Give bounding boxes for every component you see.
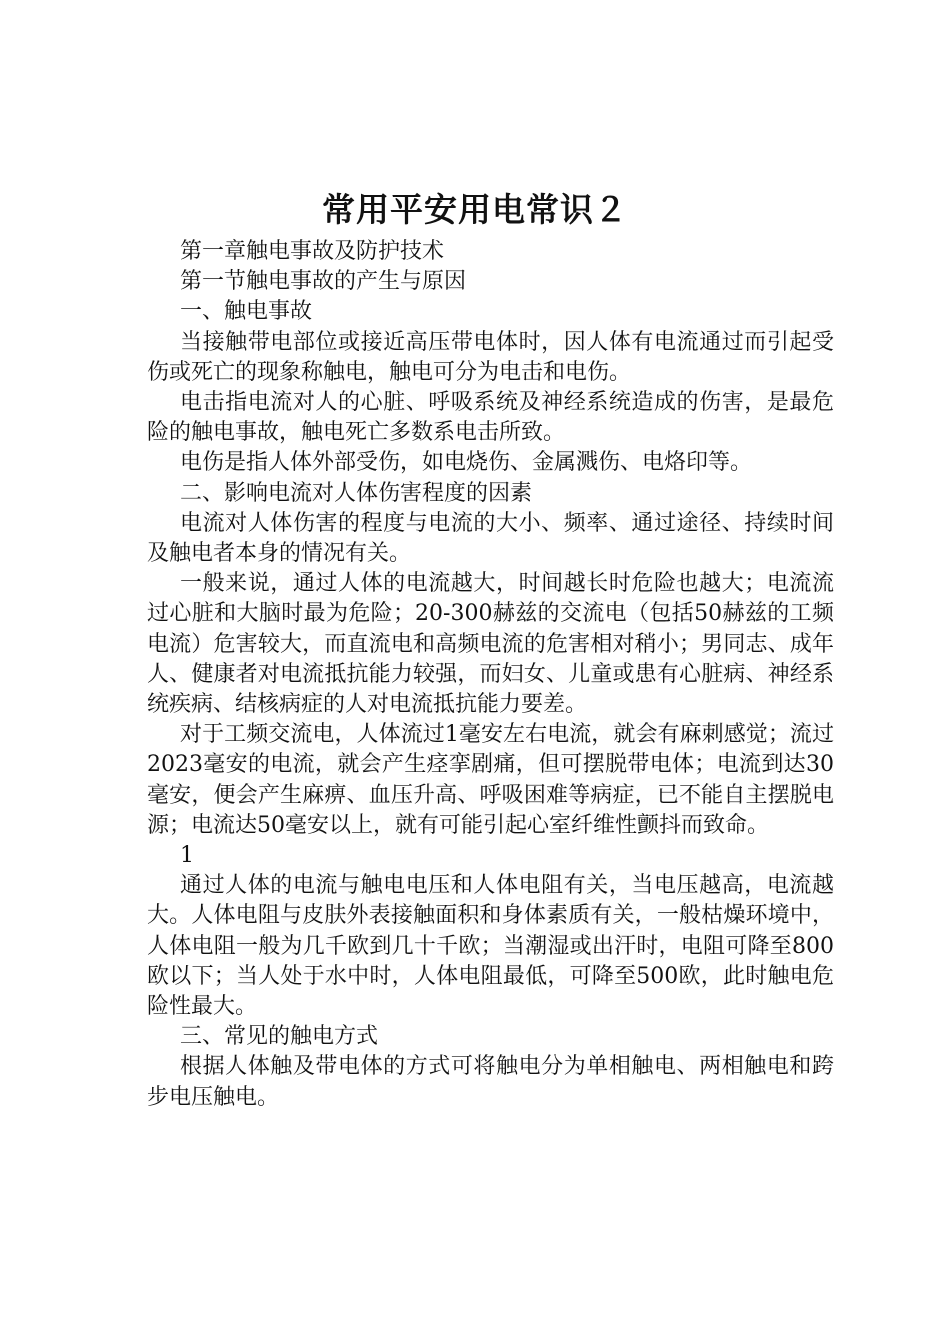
subsection-heading: 二、影响电流对人体伤害程度的因素 [180, 480, 533, 506]
chapter-heading: 第一章触电事故及防护技术 [180, 239, 445, 264]
section-heading: 第一节触电事故的产生与原因 [180, 269, 467, 295]
paragraph: 对于工频交流电，人体流过1毫安左右电流，就会有麻刺感觉；流过2023毫安的电流，就会产生痉挛剧痛，但可摆脱带电体；电流到达30毫安，便会产生麻痹、血压升高、呼吸困难等病症，已不能自主摆脱电源；电流达50毫安以上，就有可能引起心室纤维性颤抖而致命。 [147, 722, 834, 838]
document-body [147, 237, 834, 1113]
paragraph: 电流对人体伤害的程度与电流的大小、频率、通过途径、持续时间及触电者本身的情况有关。 [147, 510, 834, 567]
paragraph: 电击指电流对人的心脏、呼吸系统及神经系统造成的伤害，是最危险的触电事故，触电死亡多数系电击所致。 [147, 390, 834, 446]
paragraph: 根据人体触及带电体的方式可将触电分为单相触电、两相触电和跨步电压触电。 [147, 1054, 834, 1110]
paragraph: 通过人体的电流与触电电压和人体电阻有关，当电压越高，电流越大。人体电阻与皮肤外表接触面积和身体素质有关，一般枯燥环境中，人体电阻一般为几千欧到几十千欧；当潮湿或出汗时，电阻可降至800欧以下；当人处于水中时，人体电阻最低，可降至500欧，此时触电危险性最大。 [147, 873, 834, 1020]
paragraph: 一般来说，通过人体的电流越大，时间越长时危险也越大；电流流过心脏和大脑时最为危险；20-300赫兹的交流电（包括50赫兹的工频电流）危害较大，而直流电和高频电流的危害相对稍小；男同志、成年人、健康者对电流抵抗能力较强，而妇女、儿童或患有心脏病、神经系统疾病、结核病症的人对电流抵抗能力要差。 [147, 571, 834, 718]
subsection-heading: 一、触电事故 [180, 299, 313, 325]
paragraph: 电伤是指人体外部受伤，如电烧伤、金属溅伤、电烙印等。 [180, 450, 753, 476]
page-number: 1 [180, 843, 194, 869]
document-title: 常用平安用电常识２ [322, 190, 628, 229]
paragraph: 当接触带电部位或接近高压带电体时，因人体有电流通过而引起受伤或死亡的现象称触电，触电可分为电击和电伤。 [147, 329, 834, 385]
subsection-heading: 三、常见的触电方式 [180, 1024, 379, 1050]
